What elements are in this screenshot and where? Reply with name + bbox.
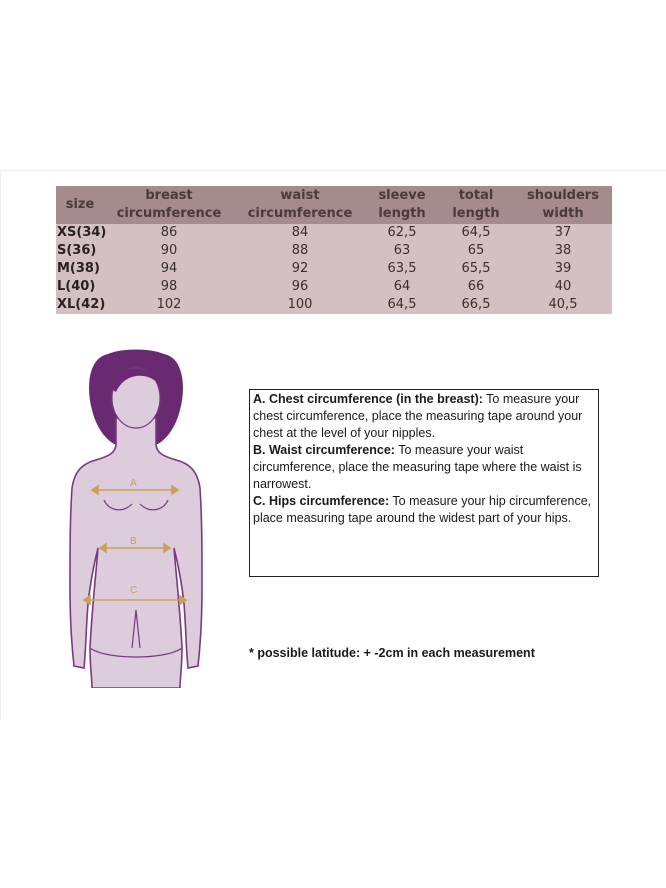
- shoulders-cell: 38: [554, 243, 572, 258]
- sleeve-cell: 64,5: [387, 297, 417, 312]
- shoulders-cell: 40,5: [548, 297, 578, 312]
- sleeve-cell: 63: [393, 243, 411, 258]
- waist-instruction: [253, 442, 595, 493]
- label-c: C: [130, 585, 138, 596]
- waist-cell: 88: [291, 243, 309, 258]
- chest-instruction: [253, 391, 595, 442]
- breast-cell: 94: [160, 261, 178, 276]
- table-row: [56, 260, 612, 278]
- waist-cell: 100: [287, 297, 313, 312]
- label-b: B: [130, 536, 137, 547]
- size-cell: XL(42): [57, 297, 106, 312]
- table-row: [56, 224, 612, 242]
- size-cell: S(36): [57, 243, 97, 258]
- body-measurement-figure: [66, 348, 206, 688]
- header-sleeve: sleeve length: [378, 188, 426, 221]
- breast-cell: 102: [156, 297, 182, 312]
- breast-cell: 98: [160, 279, 178, 294]
- waist-text: To measure your waist circumference, place the measuring tape where the waist is narrowest.: [253, 443, 582, 491]
- sleeve-cell: 62,5: [387, 225, 417, 240]
- table-row: [56, 296, 612, 314]
- top-divider: [0, 170, 666, 171]
- sleeve-cell: 63,5: [387, 261, 417, 276]
- left-divider: [0, 170, 1, 720]
- latitude-note: * possible latitude: + -2cm in each measurement: [249, 646, 535, 660]
- header-total: total length: [452, 188, 500, 221]
- size-cell: M(38): [57, 261, 100, 276]
- total-cell: 65,5: [461, 261, 491, 276]
- waist-cell: 96: [291, 279, 309, 294]
- waist-cell: 92: [291, 261, 309, 276]
- label-a: A: [130, 478, 137, 489]
- shoulders-cell: 40: [554, 279, 572, 294]
- chest-title: A. Chest circumference (in the breast):: [253, 392, 483, 406]
- size-table: [56, 186, 612, 314]
- hips-text: To measure your hip circumference, place measuring tape around the widest part of your hips.: [253, 494, 592, 525]
- hips-instruction: [253, 493, 595, 527]
- sleeve-cell: 64: [393, 279, 411, 294]
- size-cell: XS(34): [57, 225, 107, 240]
- total-cell: 66: [467, 279, 485, 294]
- header-waist: waist circumference: [247, 188, 353, 221]
- total-cell: 66,5: [461, 297, 491, 312]
- breast-cell: 90: [160, 243, 178, 258]
- table-row: [56, 242, 612, 260]
- hips-title: C. Hips circumference:: [253, 494, 390, 508]
- table-header-row: [56, 186, 612, 224]
- waist-title: B. Waist circumference:: [253, 443, 395, 457]
- total-cell: 65: [467, 243, 485, 258]
- chest-text: To measure your chest circumference, place the measuring tape around your chest at the level of your nipples.: [253, 392, 583, 440]
- breast-cell: 86: [160, 225, 178, 240]
- waist-cell: 84: [291, 225, 309, 240]
- header-breast: breast circumference: [116, 188, 222, 221]
- body-silhouette-icon: [70, 418, 202, 688]
- measurement-instructions: [249, 389, 599, 577]
- header-size: size: [65, 197, 95, 212]
- shoulders-cell: 39: [554, 261, 572, 276]
- header-shoulders: shoulders width: [527, 188, 599, 221]
- size-cell: L(40): [57, 279, 96, 294]
- total-cell: 64,5: [461, 225, 491, 240]
- table-row: [56, 278, 612, 296]
- shoulders-cell: 37: [554, 225, 572, 240]
